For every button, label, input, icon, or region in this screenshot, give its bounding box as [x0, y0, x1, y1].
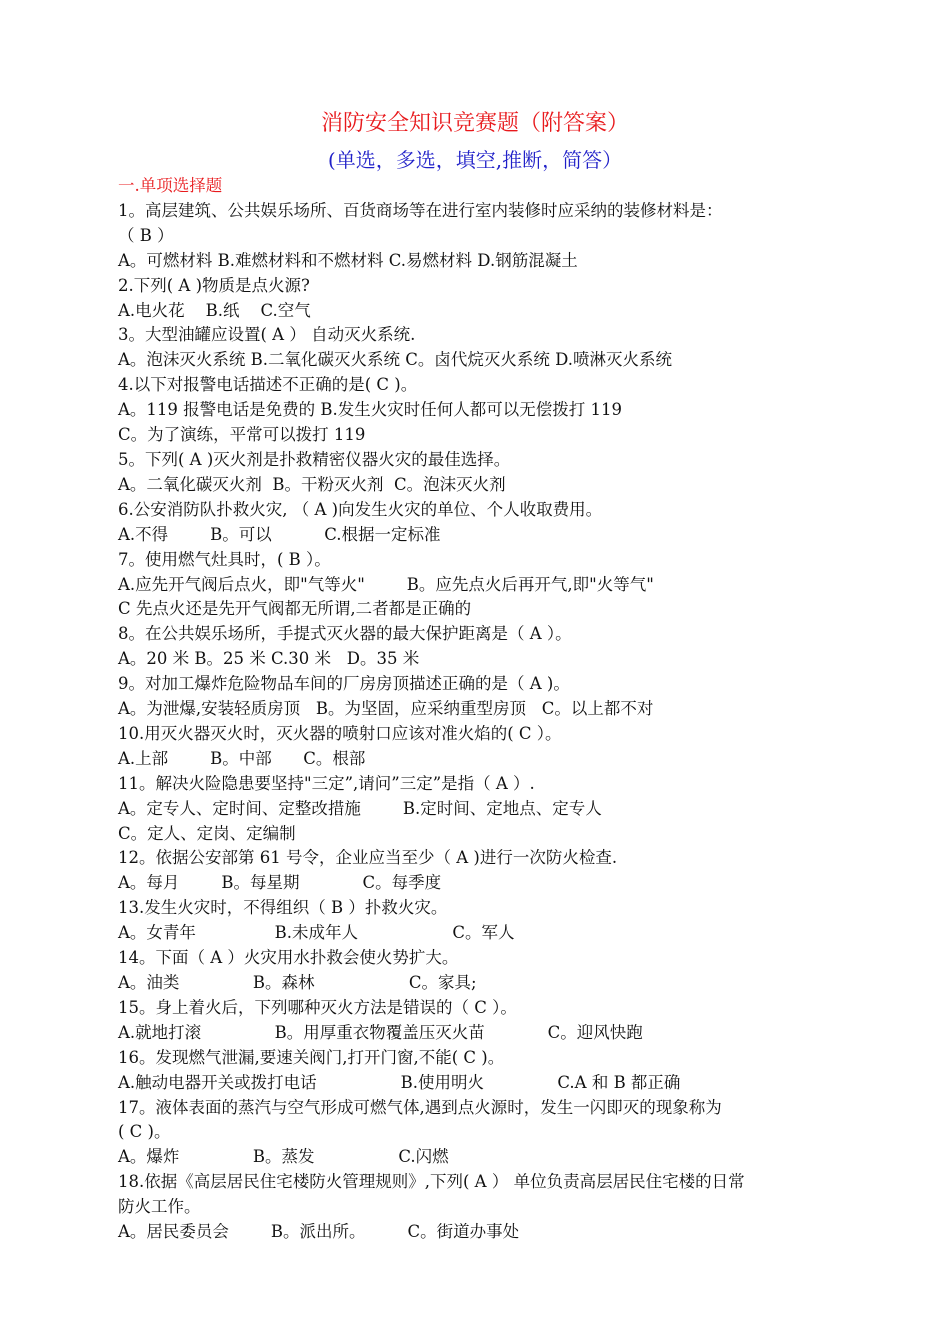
text-line: 3。大型油罐应设置( A ） 自动灭火系统.: [118, 325, 416, 345]
text-line: A。119 报警电话是免费的 B.发生火灾时任何人都可以无偿拨打 119: [118, 400, 623, 420]
text-line: （ B ）: [118, 225, 174, 245]
text-line: C。定人、定岗、定编制: [118, 823, 296, 843]
text-line: 18.依据《高层居民住宅楼防火管理规则》,下列( A ） 单位负责高层居民住宅楼的日常: [118, 1172, 745, 1192]
text-line: A。20 米 B。25 米 C.30 米 D。35 米: [118, 649, 420, 669]
text-line: A。油类 B。森林 C。家具;: [118, 973, 477, 992]
question-lines: [118, 199, 838, 1245]
text-line: A。爆炸 B。蒸发 C.闪燃: [118, 1147, 449, 1167]
text-line: 15。身上着火后，下列哪种灭火方法是错误的（ C ）。: [118, 997, 517, 1017]
text-line: A。居民委员会 B。派出所。 C。街道办事处: [118, 1222, 520, 1242]
text-line: 2.下列( A )物质是点火源?: [118, 275, 310, 295]
text-line: A。泡沫灭火系统 B.二氧化碳灭火系统 C。卤代烷灭火系统 D.喷淋灭火系统: [118, 350, 673, 370]
text-line: 10.用灭火器灭火时，灭火器的喷射口应该对准火焰的( C ）。: [118, 723, 562, 743]
text-line: C。为了演练，平常可以拨打 119: [118, 425, 366, 445]
text-line: A.就地打滚 B。用厚重衣物覆盖压灭火苗 C。迎风快跑: [118, 1022, 643, 1042]
text-line: 17。液体表面的蒸汽与空气形成可燃气体,遇到点火源时，发生一闪即灭的现象称为: [118, 1097, 722, 1117]
text-line: A。为泄爆,安装轻质房顶 B。为坚固，应采纳重型房顶 C。以上都不对: [118, 699, 654, 719]
text-line: 13.发生火灾时，不得组织（ B ）扑救火灾。: [118, 898, 448, 918]
text-line: A.电火花 B.纸 C.空气: [118, 300, 311, 320]
text-line: 6.公安消防队扑救火灾, （ A )向发生火灾的单位、个人收取费用。: [118, 499, 603, 519]
text-line: ( C )。: [118, 1122, 171, 1142]
text-line: 4.以下对报警电话描述不正确的是( C )。: [118, 375, 418, 395]
text-line: 1。高层建筑、公共娱乐场所、百货商场等在进行室内装修时应采纳的装修材料是：: [118, 200, 723, 220]
text-line: 8。在公共娱乐场所，手提式灭火器的最大保护距离是（ A ）。: [118, 624, 572, 644]
section-heading: 一.单项选择题: [118, 176, 223, 195]
text-line: A.不得 B。可以 C.根据一定标准: [118, 524, 441, 544]
text-line: A.触动电器开关或拨打电话 B.使用明火 C.A 和 B 都正确: [118, 1072, 681, 1092]
text-line: 5。下列( A )灭火剂是扑救精密仪器火灾的最佳选择。: [118, 449, 511, 469]
document-body: [118, 174, 838, 1245]
text-line: 16。发现燃气泄漏,要速关阀门,打开门窗,不能( C )。: [118, 1047, 505, 1067]
text-line: 防火工作。: [118, 1197, 201, 1217]
text-line: C 先点火还是先开气阀都无所谓,二者都是正确的: [118, 599, 472, 619]
document-title: 消防安全知识竞赛题（附答案）: [320, 111, 629, 136]
text-line: 14。下面（ A ）火灾用水扑救会使火势扩大。: [118, 948, 459, 968]
text-line: A.上部 B。中部 C。根部: [118, 748, 366, 768]
text-line: A。定专人、定时间、定整改措施 B.定时间、定地点、定专人: [118, 798, 602, 818]
text-line: A.应先开气阀后点火，即"气等火" B。应先点火后再开气,即"火等气": [118, 574, 654, 594]
text-line: 12。依据公安部第 61 号令，企业应当至少（ A )进行一次防火检查.: [118, 848, 618, 868]
text-line: 11。解决火险隐患要坚持"三定”,请问”三定”是指（ A ）.: [118, 773, 535, 793]
text-line: A。每月 B。每星期 C。每季度: [118, 873, 442, 893]
document-subtitle: (单选，多选，填空,推断，简答）: [327, 148, 623, 172]
text-line: 7。使用燃气灶具时，( B ）。: [118, 549, 331, 569]
text-line: A。二氧化碳灭火剂 B。干粉灭火剂 C。泡沫灭火剂: [118, 474, 506, 494]
text-line: 9。对加工爆炸危险物品车间的厂房房顶描述正确的是（ A )。: [118, 674, 570, 694]
text-line: A。女青年 B.未成年人 C。军人: [118, 923, 515, 943]
text-line: A。可燃材料 B.难燃材料和不燃材料 C.易燃材料 D.钢筋混凝土: [118, 250, 578, 270]
